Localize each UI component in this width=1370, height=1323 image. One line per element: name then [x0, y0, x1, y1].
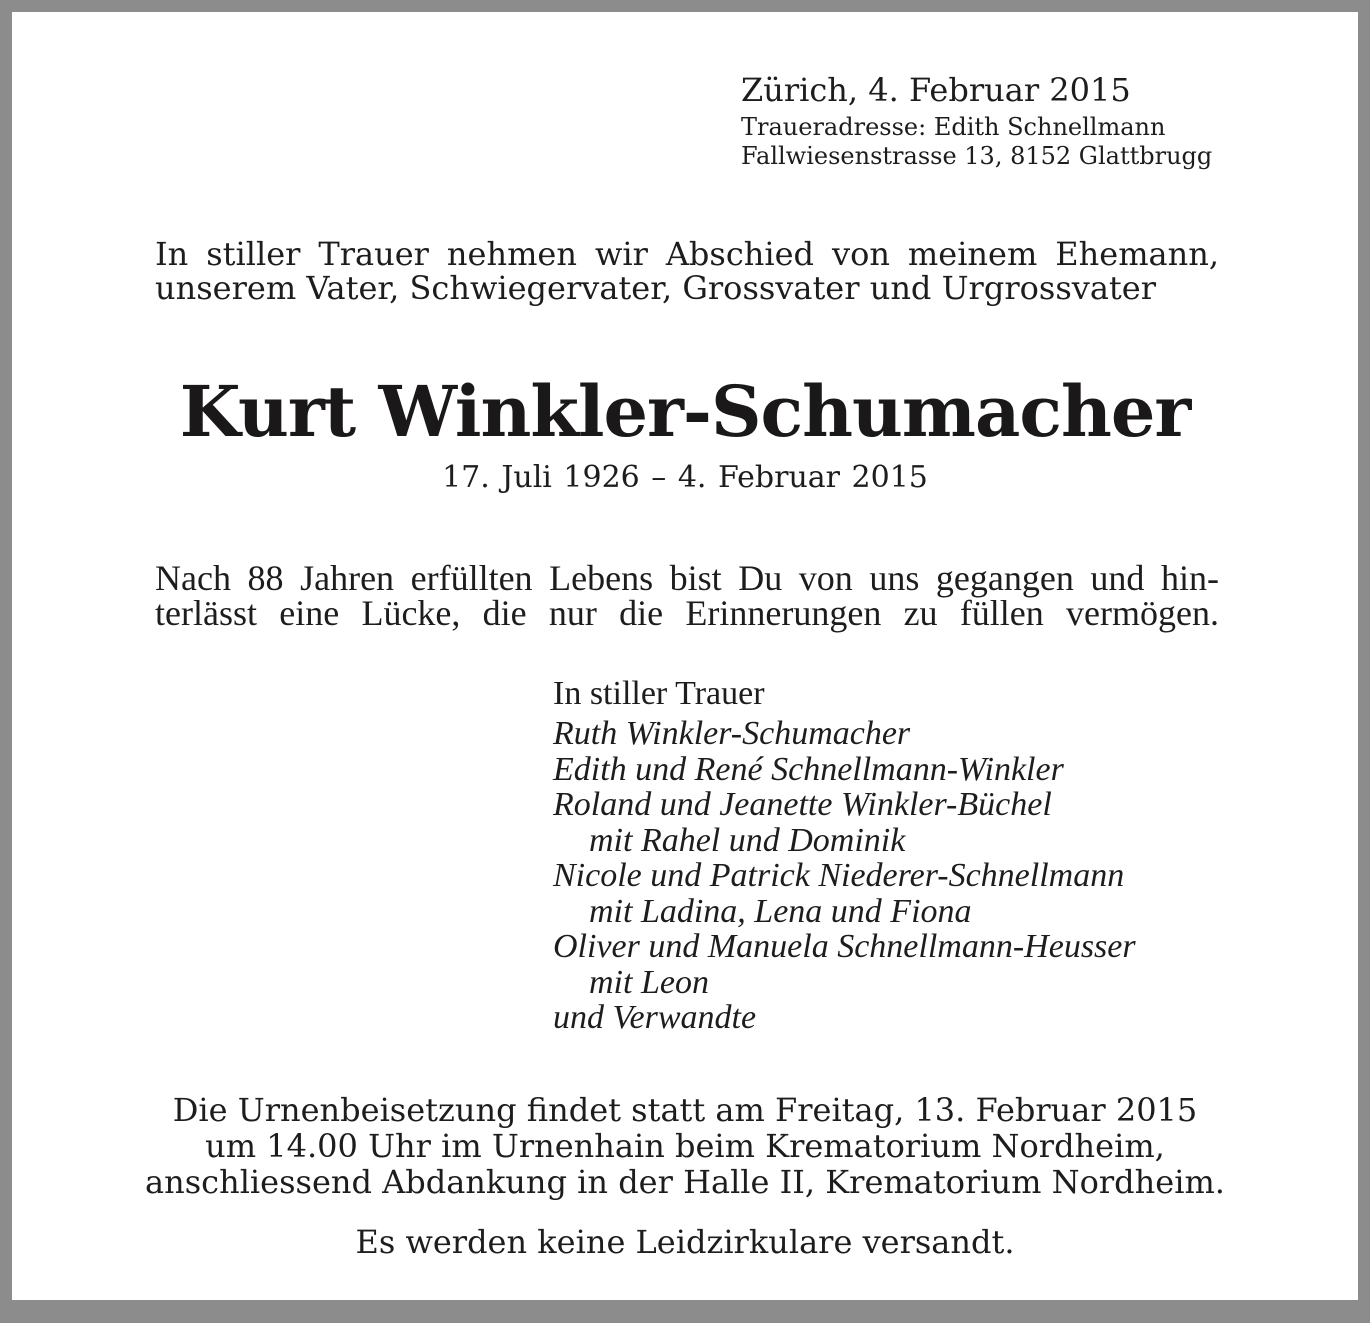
service-info — [12, 1092, 1358, 1200]
mourner-row: und Verwandte — [553, 999, 757, 1036]
mourner-row: Roland und Jeanette Winkler-Büchel — [553, 786, 1052, 823]
intro-line2: unserem Vater, Schwiegervater, Grossvater und Urgrossvater — [155, 269, 1156, 307]
mourner-row: Oliver und Manuela Schnellmann-Heusser — [553, 928, 1136, 965]
mourner-row: Edith und René Schnellmann-Winkler — [553, 750, 1064, 788]
place-date: Zürich, 4. Februar 2015 — [741, 71, 1131, 109]
message-line1: Nach 88 Jahren erfüllten Lebens bist Du von uns gegangen und hin- — [155, 558, 1219, 598]
mourners-lead: In stiller Trauer — [553, 675, 765, 712]
obituary-notice — [12, 12, 1358, 1300]
intro-text — [155, 237, 1219, 305]
service-line2: um 14.00 Uhr im Urnenhain beim Krematorium Nordheim, — [205, 1127, 1165, 1165]
mourners-block — [553, 674, 1136, 1036]
mourning-address-line1: Traueradresse: Edith Schnellmann — [741, 113, 1166, 141]
closing-note: Es werden keine Leidzirkulare versandt. — [355, 1223, 1015, 1261]
mourner-row: Ruth Winkler-Schumacher — [553, 715, 911, 752]
mourner-row: mit Ladina, Lena und Fiona — [589, 892, 972, 930]
mourning-address-line2: Fallwiesenstrasse 13, 8152 Glattbrugg — [741, 142, 1213, 170]
service-line1: Die Urnenbeisetzung findet statt am Freitag, 13. Februar 2015 — [172, 1091, 1198, 1129]
deceased-name: Kurt Winkler-Schumacher — [179, 370, 1191, 453]
mourner-row: mit Leon — [589, 963, 709, 1001]
mourner-row: Nicole und Patrick Niederer-Schnellmann — [553, 857, 1125, 894]
mourner-row: mit Rahel und Dominik — [589, 821, 906, 859]
lifespan-dates: 17. Juli 1926 – 4. Februar 2015 — [442, 460, 928, 495]
intro-line1: In stiller Trauer nehmen wir Abschied von meinem Ehemann, — [155, 235, 1219, 273]
service-line3: anschliessend Abdankung in der Halle II, Krematorium Nordheim. — [145, 1163, 1225, 1201]
memorial-message — [155, 558, 1219, 633]
message-line2: terlässt eine Lücke, die nur die Erinnerungen zu füllen vermögen. — [155, 593, 1219, 633]
